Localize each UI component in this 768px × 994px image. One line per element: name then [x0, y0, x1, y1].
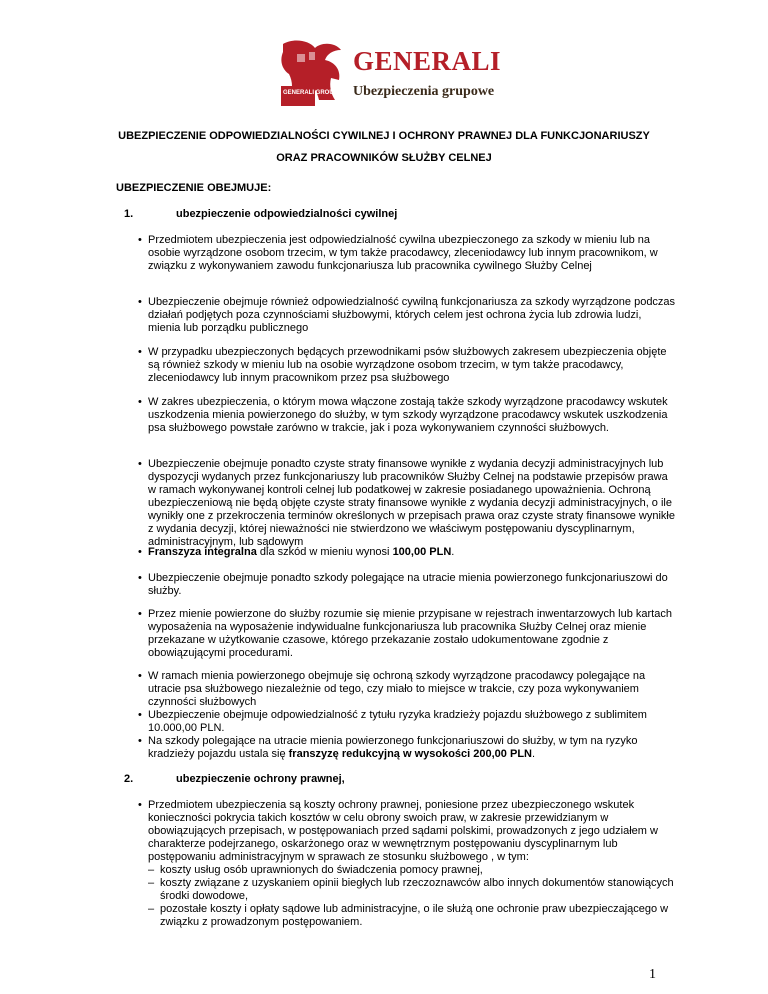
- section2-title: ubezpieczenie ochrony prawnej,: [176, 773, 345, 785]
- list-item-last: • Na szkody polegające na utracie mienia powierzonego funkcjonariuszowi do służby, w tym na ryzyko kradzieży pojazdu ustala się franszyzę redukcyjną w wysokości 200,00 PLN.: [138, 735, 638, 760]
- bullet-icon: •: [138, 735, 142, 747]
- bullet-icon: •: [138, 546, 142, 558]
- list-item: • W przypadku ubezpieczonych będących przewodnikami psów służbowych zakresem ubezpieczenia objęte są również szkody w mieniu lub na osobie wyrządzone osobom trzecim, w tym także pracodawcy, zleceniodawcy lub innym pracownikom przez psa służbowego: [138, 346, 667, 384]
- bullet-icon: •: [138, 670, 142, 682]
- logo-seal-text: GENERALI GROUP: [283, 90, 338, 96]
- list-item: • Ubezpieczenie obejmuje również odpowiedzialność cywilną funkcjonariusza za szkody wyrządzone podczas działań podjętych poza czynnościami służbowymi, których celem jest ochrona życia lub zdrowia ludzi, mienia lub porządku publicznego: [138, 296, 676, 334]
- list-item: • Ubezpieczenie obejmuje odpowiedzialność z tytułu ryzyka kradzieży pojazdu służbowego z sublimitem 10.000,00 PLN.: [138, 709, 647, 734]
- dash-icon: –: [148, 877, 155, 889]
- covers-heading: UBEZPIECZENIE OBEJMUJE:: [116, 182, 272, 194]
- document-title-line1: UBEZPIECZENIE ODPOWIEDZIALNOŚCI CYWILNEJ I OCHRONY PRAWNEJ DLA FUNKCJONARIUSZY: [118, 130, 650, 142]
- document-title-line2: ORAZ PRACOWNIKÓW SŁUŻBY CELNEJ: [276, 152, 492, 164]
- logo-tagline: Ubezpieczenia grupowe: [353, 84, 495, 99]
- section2-number: 2.: [124, 773, 134, 785]
- bullet-icon: •: [138, 709, 142, 721]
- sublist-item: – koszty związane z uzyskaniem opinii biegłych lub rzeczoznawców albo innych dokumentów stanowiących środki dowodowe,: [148, 877, 674, 902]
- list-item: • Ubezpieczenie obejmuje ponadto czyste straty finansowe wynikłe z wydania decyzji administracyjnych lub dyspozycji wydanych przez funkcjonariuszy lub pracowników Służby Celnej na podstawie przepisów prawa w ramach wykonywanej kontroli celnej lub podatkowej w zakresie posiadanego upoważnienia. Ochroną ubezpieczeniową nie będą objęte czyste straty finansowe wynikłe z wydania decyzji administracyjnych, o ile wynikły one z przekroczenia terminów określonych w przepisach prawa oraz czyste straty finansowe wynikłe z wydania decyzji, której nieważności nie stwierdzono we właściwym postępowaniu dyscyplinarnym, administracyjnym, lub sądowym: [138, 458, 675, 548]
- bullet-icon: •: [138, 458, 142, 470]
- dash-icon: –: [148, 864, 155, 876]
- list-item: • Przez mienie powierzone do służby rozumie się mienie przypisane w rejestrach inwentarzowych lub kartach wyposażenia na wyposażenie indywidualne funkcjonariusza lub pracownika Służby Celnej oraz mienie przekazane w użytkowanie czasowe, którego przekazanie zostało udokumentowane zgodnie z obowiązującymi procedurami.: [138, 608, 672, 659]
- list-item: • Przedmiotem ubezpieczenia jest odpowiedzialność cywilna ubezpieczonego za szkody w mieniu lub na osobie wyrządzone osobom trzecim, w tym także pracodawcy, zleceniodawcy lub innym pracownikom, w związku z wykonywaniem zawodu funkcjonariusza lub pracownika cywilnego Służby Celnej: [138, 234, 658, 272]
- section1-number: 1.: [124, 208, 134, 220]
- bullet-icon: •: [138, 296, 142, 308]
- bullet-icon: •: [138, 234, 142, 246]
- generali-logo: [275, 38, 502, 110]
- page-number: 1: [649, 967, 656, 982]
- bullet-icon: •: [138, 346, 142, 358]
- logo-brand-text: GENERALI: [353, 46, 502, 76]
- list-item: • Przedmiotem ubezpieczenia są koszty ochrony prawnej, poniesione przez ubezpieczonego wskutek konieczności pokrycia takich kosztów w celu obrony swoich praw, w zakresie przewidzianym w obowiązujących przepisach, w postępowaniach przed sądami polskimi, prowadzonych z jego udziałem w charakterze podejrzanego, oskarżonego oraz w wewnętrznym postępowaniu dyscyplinarnym lub postępowaniu administracyjnym w sprawach ze stosunku służbowego , w tym:: [138, 799, 658, 863]
- bullet-icon: •: [138, 396, 142, 408]
- bullet-icon: •: [138, 608, 142, 620]
- list-item: • W ramach mienia powierzonego obejmuje się ochroną szkody wyrządzone pracodawcy polegające na utracie psa służbowego niezależnie od tego, czy miało to miejsce w trakcie, czy poza wykonywaniem czynności służbowych: [138, 670, 646, 708]
- list-item: • Ubezpieczenie obejmuje ponadto szkody polegające na utracie mienia powierzonego funkcjonariuszowi do służby.: [138, 572, 668, 597]
- bullet-icon: •: [138, 799, 142, 811]
- list-item: • W zakres ubezpieczenia, o którym mowa włączone zostają także szkody wyrządzone pracodawcy wskutek uszkodzenia mienia powierzonego do służby, w tym szkody wyrządzone pracodawcy wskutek uszkodzenia psa służbowego powstałe zarówno w trakcie, jak i poza wykonywaniem czynności służbowych.: [138, 396, 668, 434]
- bullet-icon: •: [138, 572, 142, 584]
- sublist-item: – pozostałe koszty i opłaty sądowe lub administracyjne, o ile służą one ochronie praw ubezpieczającego w związku z prowadzonym postępowaniem.: [148, 903, 669, 928]
- section1-title: ubezpieczenie odpowiedzialności cywilnej: [176, 208, 398, 220]
- list-item-franchise: • Franszyza integralna dla szkód w mieniu wynosi 100,00 PLN.: [138, 546, 455, 558]
- sublist-item: – koszty usług osób uprawnionych do świadczenia pomocy prawnej,: [148, 864, 483, 876]
- dash-icon: –: [148, 903, 155, 915]
- lion-seal-icon: [275, 38, 351, 110]
